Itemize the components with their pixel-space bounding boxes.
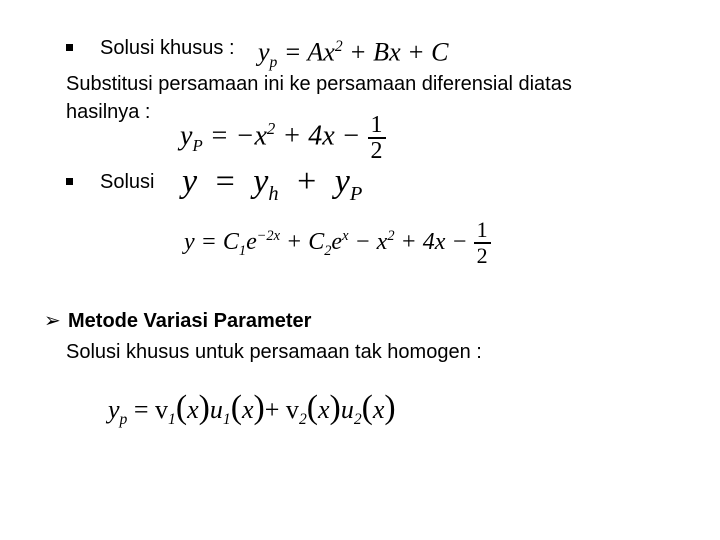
substitution-text: Substitusi persamaan ini ke persamaan diferensial diatas bbox=[66, 73, 572, 95]
section-description: Solusi khusus untuk persamaan tak homogen : bbox=[66, 341, 482, 363]
equation-general-sum: $y = y_h + y_P$ bbox=[182, 163, 363, 205]
arrow-bullet-icon: ➢ bbox=[44, 308, 61, 332]
equation-particular-solution: $y_P = -x^2 + 4x$ − $\frac{1}{2}$ bbox=[180, 104, 386, 171]
solusi-label: Solusi bbox=[100, 171, 155, 193]
fraction-one-half: $\frac{1}{2}$ bbox=[368, 113, 386, 163]
section-heading: Metode Variasi Parameter bbox=[68, 310, 312, 332]
bullet-square-2 bbox=[66, 178, 73, 185]
equation-variation-parameters: $y_p = v_1(x)u_1(x)+ v_2(x)u_2(x)$ bbox=[108, 389, 396, 429]
fraction-one-half-general: $\frac{1}{2}$ bbox=[474, 218, 491, 268]
result-text: hasilnya : bbox=[66, 101, 151, 123]
solusi-khusus-label: Solusi khusus : bbox=[100, 37, 235, 59]
equation-trial-solution: $y_p = Ax^2 + Bx + C$ bbox=[258, 37, 449, 71]
bullet-square-1 bbox=[66, 44, 73, 51]
equation-general-solution: $y = C_1e^{-2x} + C_2e^x - x^2 + 4x$ − $\frac{1}{2}$ bbox=[184, 208, 491, 279]
